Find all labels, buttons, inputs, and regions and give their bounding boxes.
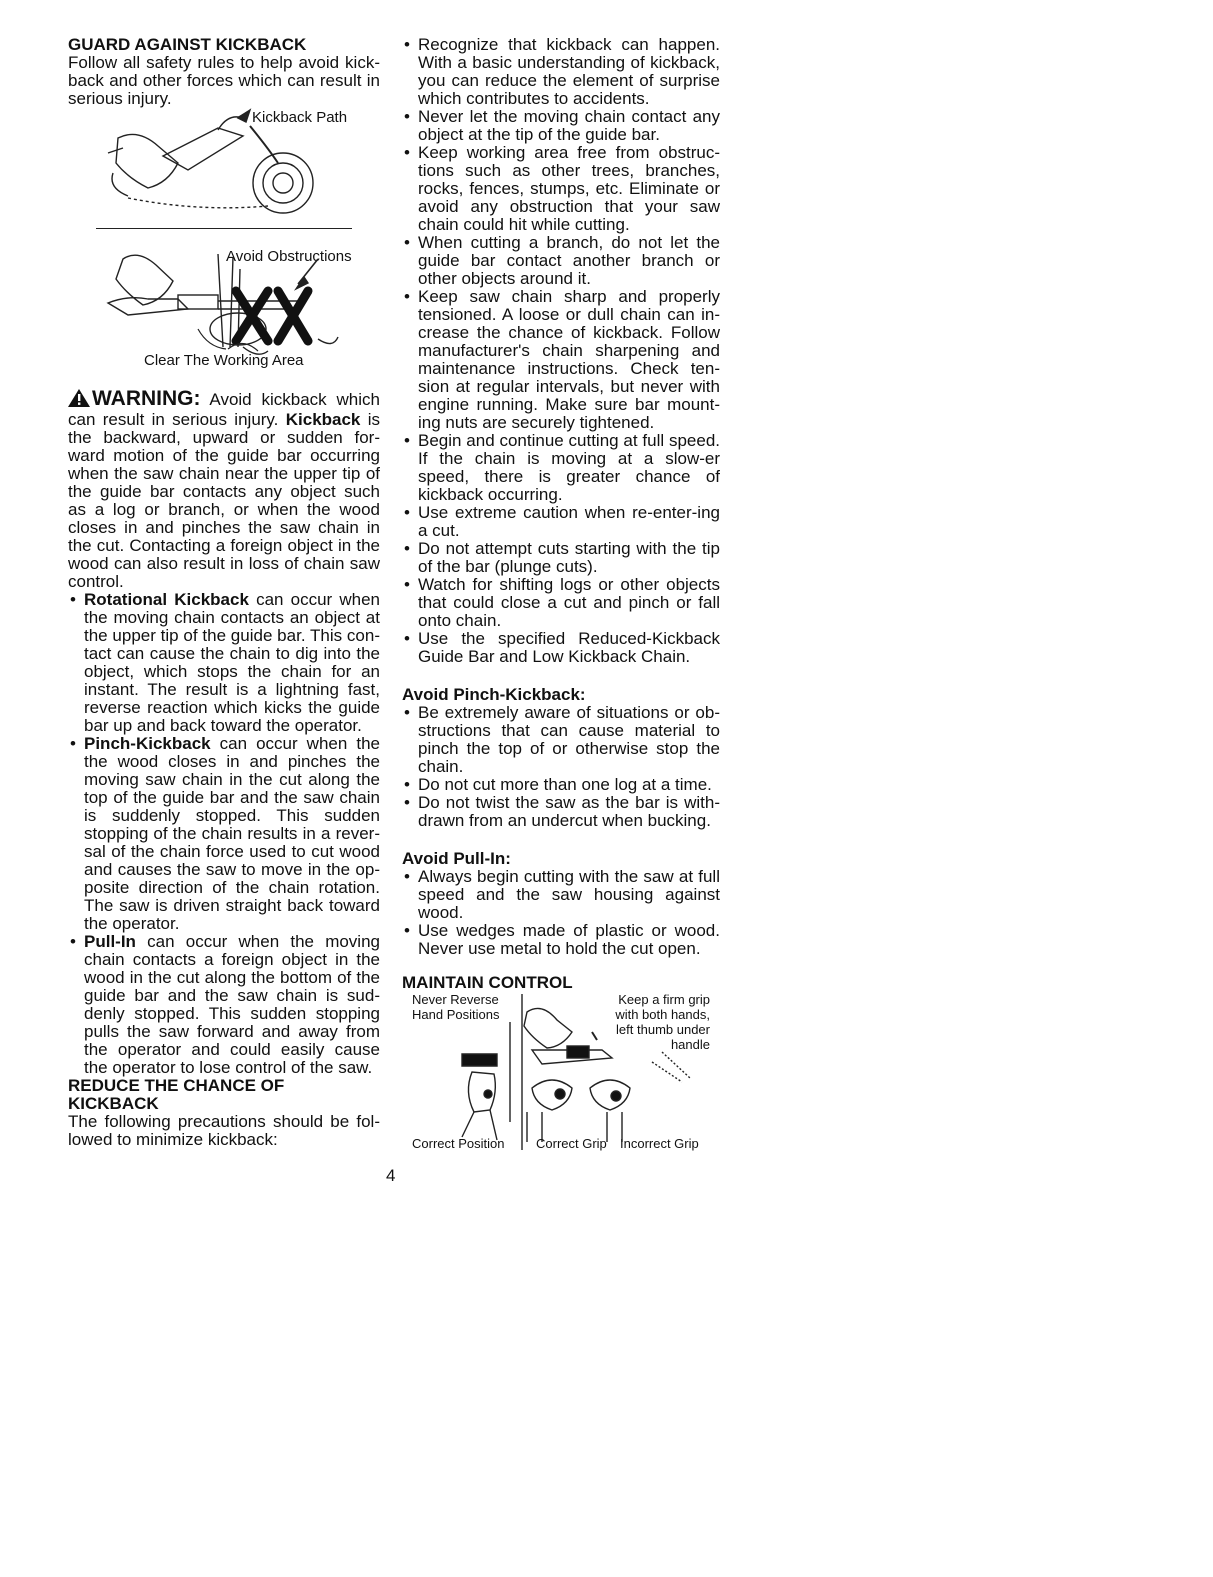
warning-bold-kickback: Kickback [285,410,361,429]
list-item: • Watch for shifting logs or other objects that could close a cut and pinch or fall onto chain. [402,576,720,630]
warning-icon [68,389,90,411]
list-item: • Use wedges made of plastic or wood. Never use metal to hold the cut open. [402,922,720,958]
list-item: • Use extreme caution when re-enter-ing a cut. [402,504,720,540]
caption-correct-grip: Correct Grip [536,1136,607,1151]
list-item: • Do not twist the saw as the bar is with-drawn from an undercut when bucking. [402,794,720,830]
heading-guard-kickback: GUARD AGAINST KICKBACK [68,35,307,54]
pullin-list [402,868,720,958]
list-item: • Do not cut more than one log at a time. [402,776,720,794]
figure-avoid-obstructions [68,229,380,369]
kickback-path-illustration [68,108,380,220]
list-item: • Use the specified Reduced-Kickback Guide Bar and Low Kickback Chain. [402,630,720,666]
list-item: • Never let the moving chain contact any object at the tip of the guide bar. [402,108,720,144]
avoid-obstructions-illustration [68,229,380,369]
figure-maintain-control [402,992,720,1162]
bullet-text: can occur when the moving chain contacts a foreign object in the wood in the cut along the bottom of the guide bar and the saw chain is sud-denly stopped. This sudden stopping pulls the saw forward and away from the operator and could easily cause the operator to lose control of the saw. [84,932,380,1077]
list-item: • Be extremely aware of situations or ob-structions that can cause material to pinch the top of or otherwise stop the chain. [402,704,720,776]
bullet-bold-pullin: Pull-In [84,932,136,951]
list-item: • Keep working area free from obstruc-tions such as other trees, branches, rocks, fences, stumps, etc. Eliminate or avoid any obstruction that your saw chain could hit while cutting. [402,144,720,234]
kickback-types-list [68,591,380,1077]
bullet-text: can occur when the moving chain contacts an object at the upper tip of the guide bar. This con-tact can cause the chain to dig into the object, which stops the chain for an instant. The result is a lightning fast, reverse reaction which kicks the guide bar up and back toward the operator. [84,590,380,735]
warning-text-b: is the backward, upward or sudden for-ward motion of the guide bar occurring when the saw chain near the upper tip of the guide bar contacts any object such as a log or branch, or when the wood closes in and pinches the saw chain in the cut. Contacting a foreign object in the wood can also result in loss of chain saw control. [68,410,381,591]
heading-reduce-1: REDUCE THE CHANCE OF [68,1076,285,1095]
list-item: • Recognize that kickback can happen. With a basic understanding of kickback, you can reduce the element of surprise which contributes to accidents. [402,36,720,108]
warning-text-a: Avoid kickback which can result in serious injury. [68,390,380,429]
caption-clear-working-area: Clear The Working Area [144,352,304,369]
caption-avoid-obstructions: Avoid Obstructions [226,248,352,265]
list-item: • Do not attempt cuts starting with the tip of the bar (plunge cuts). [402,540,720,576]
precautions-list [402,36,720,666]
pinch-list [402,704,720,830]
list-item: • When cutting a branch, do not let the guide bar contact another branch or other objects around it. [402,234,720,288]
caption-never-reverse: Never Reverse Hand Positions [412,992,500,1022]
figure-kickback-path [68,108,380,220]
caption-correct-position: Correct Position [412,1136,505,1151]
warning-paragraph [68,389,380,591]
right-column [402,36,720,1162]
list-item: • Begin and continue cutting at full speed. If the chain is moving at a slow-er speed, there is greater chance of kickback occurring. [402,432,720,504]
intro-text: Follow all safety rules to help avoid kick-back and other forces which can result in serious injury. [68,53,380,108]
bullet-text: can occur when the the wood closes in and pinches the moving saw chain in the cut along the top of the guide bar and the saw chain is suddenly stopped. This sudden stopping of the chain results in a rever-sal of the chain force used to cut wood and causes the saw to move in the op-posite direction of the chain rotation. The saw is driven straight back toward the operator. [84,734,380,933]
caption-incorrect-grip: Incorrect Grip [620,1136,699,1151]
list-item [68,735,380,933]
bullet-bold-pinch: Pinch-Kickback [84,734,211,753]
list-item [68,591,380,735]
heading-avoid-pinch: Avoid Pinch-Kickback: [402,685,586,704]
caption-firm-grip: Keep a firm grip with both hands, left thumb under handle [615,992,710,1052]
reduce-text: The following precautions should be fol-lowed to minimize kickback: [68,1112,380,1149]
list-item [68,933,380,1077]
list-item: • Always begin cutting with the saw at full speed and the saw housing against wood. [402,868,720,922]
list-item: • Keep saw chain sharp and properly tensioned. A loose or dull chain can in-crease the chance of kickback. Follow manufacturer's chain sharpening and maintenance instructions. Check ten-sion at regular intervals, but never with engine running. Make sure bar mount-ing nuts are securely tightened. [402,288,720,432]
bullet-bold-rotational: Rotational Kickback [84,590,249,609]
caption-kickback-path: Kickback Path [252,109,348,126]
heading-reduce-2: KICKBACK [68,1094,159,1113]
warning-label: WARNING: [92,387,201,410]
left-column [68,36,380,1149]
heading-maintain-control: MAINTAIN CONTROL [402,973,573,992]
page-number: 4 [386,1166,396,1185]
heading-avoid-pullin: Avoid Pull-In: [402,849,511,868]
